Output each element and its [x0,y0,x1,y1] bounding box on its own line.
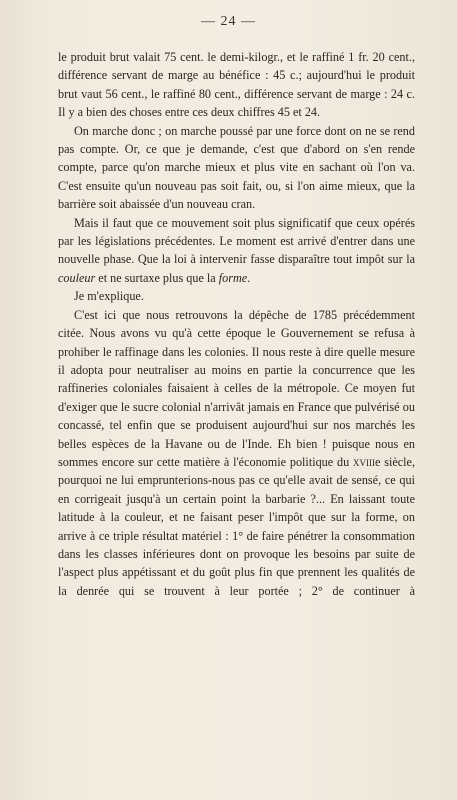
paragraph-5-text-a: C'est ici que nous retrouvons la dépêche de 1785 précédemment citée. Nous avons vu qu'à cette époque le Gouvernement se refusa à prohiber le raffinage dans les colonies. Il nous reste à dire quelle mesure il adopta pour neutraliser au moins en partie la concurrence que les raffineries coloniales faisaient à celles de la métropole. Ce moyen fut d'exiger que le sucre colonial n'arrivât jamais en France que pulvérisé ou concassé, tel enfin que se produisent aujourd'hui sur nos marchés les belles espèces de la Havane ou de l'Inde. Eh bien ! puisque nous en sommes encore sur cette matière à l'économie politique du [58,307,415,469]
paragraph-1-continued: le produit brut valait 75 cent. le demi-kilogr., et le raffiné 1 fr. 20 cent., différence servant de marge au bénéfice : 45 c.; aujourd'hui le produit brut vaut 56 cent., le raffiné 80 cent., différence servant de marge : 24 c. Il y a bien des choses entre ces deux chiffres 45 et 24. [58,50,415,120]
body-text [58,48,415,600]
paragraph-3-text-c: . [247,270,251,285]
paragraph-4: Je m'explique. [74,289,144,304]
paragraph-3-text-a: Mais il faut que ce mouvement soit plus significatif que ceux opérés par les législations précédentes. Le moment est arrivé d'entrer dans une nouvelle phase. Que la loi à intervenir fasse disparaître tout impôt sur la [58,215,415,267]
paragraph-3-text-b: et ne surtaxe plus que la [95,270,219,285]
paragraph-5-text-b: e siècle, pourquoi ne lui emprunterions-nous pas ce qu'elle avait de sensé, ce qui en corrigeait jusqu'à un certain point la barbarie ?... En laissant toute latitude à la couleur, et ne faisant peser l'impôt que sur la forme, on arrive à ce triple résultat matériel : 1° de faire pénétrer la consommation dans les classes inférieures dont on provoque les besoins par suite de l'aspect plus appétissant et du goût plus fin que prennent les qualités de la denrée qui se trouvent à leur portée ; 2° de continuer à [58,454,415,598]
century-numeral: xviii [352,454,375,469]
paragraph-3 [58,214,415,288]
italic-couleur: couleur [58,270,96,285]
paragraph-2: On marche donc ; on marche poussé par une force dont on ne se rend pas compte. Or, ce que je demande, c'est que d'abord on s'en rende compte, parce qu'on marche mieux et plus vite en sachant où l'on va. C'est ensuite qu'un nouveau pas soit fait, ou, si l'on aime mieux, que la barrière soit abaissée d'un nouveau cran. [58,123,415,212]
page-number: — 24 — [201,14,256,29]
italic-forme: forme [218,270,248,285]
paragraph-5 [58,306,415,601]
